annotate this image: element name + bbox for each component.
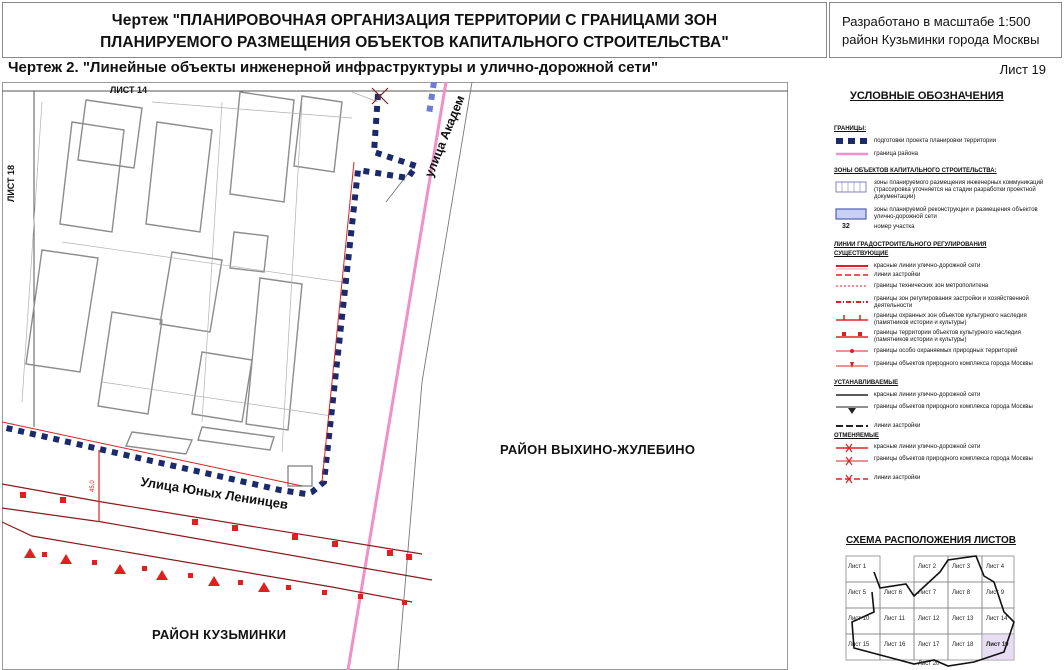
sheet-ref-left: ЛИСТ 18 <box>6 164 16 202</box>
legend-sub-cancelled: ОТМЕНЯЕМЫЕ <box>834 433 879 439</box>
legend-est-building-lines: линии застройки <box>874 423 921 429</box>
street-label-yunykh-lenintsev: Улица Юных Ленинцев <box>139 474 290 513</box>
building-12 <box>198 427 274 450</box>
legend-ex-heritage-territory: границы территории объектов культурного наследия (памятников истории и культуры) <box>874 330 1021 343</box>
scheme-cell[interactable]: Лист 4 <box>986 564 1005 570</box>
legend-sub-existing: СУЩЕСТВУЮЩИЕ <box>834 251 889 257</box>
scheme-cell[interactable]: Лист 6 <box>884 590 903 596</box>
scheme-cell[interactable]: Лист 17 <box>918 642 940 648</box>
ex-heritage-protected-symbol <box>834 313 870 323</box>
scheme-cell[interactable]: Лист 3 <box>952 564 971 570</box>
ex-building-line-symbol <box>834 271 870 279</box>
scheme-cell[interactable]: Лист 15 <box>848 642 870 648</box>
legend-can-nature-complex: границы объектов природного комплекса города Москвы <box>874 456 1033 462</box>
legend-ex-building-lines: линии застройки <box>874 272 921 278</box>
building-4 <box>230 92 294 202</box>
scheme-cell[interactable]: Лист 16 <box>884 642 906 648</box>
drawing-title-line1: Чертеж "ПЛАНИРОВОЧНАЯ ОРГАНИЗАЦИЯ ТЕРРИТОРИИ С ГРАНИЦАМИ ЗОН <box>111 12 718 29</box>
subtitle-row <box>2 58 1060 80</box>
scale-text: Разработано в масштабе 1:500 <box>842 14 1031 29</box>
building-3 <box>146 122 212 232</box>
can-red-line-symbol <box>834 443 870 453</box>
est-red-line-symbol <box>834 391 870 399</box>
map-canvas[interactable] <box>2 82 788 670</box>
map-drawing <box>2 82 788 670</box>
legend-panel <box>790 82 1062 532</box>
sheet-ref-top: ЛИСТ 14 <box>110 85 148 95</box>
sheet-number: Лист 19 <box>999 62 1046 77</box>
scheme-cell[interactable]: Лист 9 <box>986 590 1005 596</box>
district-label-kuzminki: РАЙОН КУЗЬМИНКИ <box>152 627 287 642</box>
building-1 <box>60 122 124 232</box>
legend-sub-established: УСТАНАВЛИВАЕМЫЕ <box>834 380 899 386</box>
building-7 <box>98 312 162 414</box>
existing-buildings <box>26 92 342 486</box>
building-6 <box>26 250 98 372</box>
legend-ex-metro-zones: границы технических зон метрополитена <box>874 283 989 289</box>
building-14 <box>230 232 268 272</box>
map-frame <box>3 83 788 670</box>
district-label-vykhino: РАЙОН ВЫХИНО-ЖУЛЕБИНО <box>500 442 696 457</box>
legend-ex-regulation-zones: границы зон регулирования застройки и хозяйственной деятельности <box>874 296 1029 309</box>
legend-can-building-lines: линии застройки <box>874 475 921 481</box>
can-building-line-symbol <box>834 474 870 484</box>
ex-nature-complex-symbol <box>834 362 870 370</box>
title-block <box>2 2 827 58</box>
legend-ex-protected-heritage: границы охранных зон объектов культурного наследия (памятников истории и культуры) <box>874 313 1027 326</box>
legend-plot-number: номер участка <box>874 224 915 230</box>
ex-red-line-symbol <box>834 262 870 270</box>
scheme-cell-current[interactable]: Лист 19 <box>986 642 1009 648</box>
legend-est-red-lines: красные линии улично-дорожной сети <box>874 392 981 398</box>
plot-number-symbol: 32 <box>842 223 850 230</box>
scheme-cell[interactable]: Лист 11 <box>884 616 905 622</box>
scheme-cell[interactable]: Лист 8 <box>952 590 971 596</box>
street-label-akademika: улица Академ <box>422 93 468 180</box>
legend-section-regulation: ЛИНИИ ГРАДОСТРОИТЕЛЬНОГО РЕГУЛИРОВАНИЯ <box>834 242 987 248</box>
scheme-cell[interactable]: Лист 13 <box>952 616 974 622</box>
est-nature-complex-symbol <box>834 404 870 414</box>
scale-block <box>829 2 1062 58</box>
district-text: район Кузьминки города Москвы <box>842 32 1040 47</box>
scheme-cell[interactable]: Лист 20 <box>918 661 940 667</box>
can-nature-complex-symbol <box>834 456 870 466</box>
ex-metro-symbol <box>834 282 870 290</box>
legend-ex-nature-territories: границы особо охраняемых природных территорий <box>874 348 1018 354</box>
planning-border-top <box>429 82 434 114</box>
red-line-east <box>322 162 354 482</box>
sheet-scheme[interactable] <box>834 532 1020 670</box>
legend-district-border: граница района <box>874 151 918 157</box>
drawing-title-line2: ПЛАНИРУЕМОГО РАЗМЕЩЕНИЯ ОБЪЕКТОВ КАПИТАЛЬНОГО СТРОИТЕЛЬСТВА" <box>100 34 729 51</box>
legend-zone-engineering: зоны планируемого размещения инженерных коммуникаций (трассировка уточняется на стадии разработки проектной документации) <box>874 180 1044 200</box>
ex-heritage-territory-symbol <box>834 330 870 340</box>
scheme-cell[interactable]: Лист 12 <box>918 616 940 622</box>
scheme-cell[interactable]: Лист 14 <box>986 616 1008 622</box>
district-border-symbol <box>834 151 870 157</box>
legend-est-nature-complex: границы объектов природного комплекса города Москвы <box>874 404 1033 410</box>
scheme-cell[interactable]: Лист 18 <box>952 642 974 648</box>
legend-can-red-lines: красные линии улично-дорожной сети <box>874 444 981 450</box>
legend-ex-nature-complex: границы объектов природного комплекса города Москвы <box>874 361 1033 367</box>
legend-planning-border: подготовки проекта планировки территории <box>874 138 997 144</box>
planning-border-symbol <box>834 137 870 145</box>
engineering-zone-symbol <box>834 180 870 194</box>
site-lines <box>22 92 378 452</box>
legend-section-borders: ГРАНИЦЫ: <box>834 126 867 132</box>
building-8 <box>160 252 222 332</box>
scheme-cell[interactable]: Лист 1 <box>848 564 867 570</box>
scheme-cell[interactable]: Лист 5 <box>848 590 867 596</box>
road-zone-symbol <box>834 207 870 221</box>
boundary-cross-marker <box>372 88 388 104</box>
legend-title: УСЛОВНЫЕ ОБОЗНАЧЕНИЯ <box>850 90 1004 102</box>
sheet-scheme-title: СХЕМА РАСПОЛОЖЕНИЯ ЛИСТОВ <box>846 535 1016 546</box>
building-9 <box>192 352 252 422</box>
legend-zone-road: зоны планируемой реконструкции и размещения объектов улично-дорожной сети <box>874 207 1038 220</box>
scheme-cell[interactable]: Лист 7 <box>918 590 937 596</box>
drawing-subtitle: Чертеж 2. "Линейные объекты инженерной инфраструктуры и улично-дорожной сети" <box>8 59 659 76</box>
scheme-cell[interactable]: Лист 2 <box>918 564 937 570</box>
legend-section-zones: ЗОНЫ ОБЪЕКТОВ КАПИТАЛЬНОГО СТРОИТЕЛЬСТВА: <box>834 168 997 174</box>
ex-regulation-symbol <box>834 297 870 307</box>
legend-ex-red-lines: красные линии улично-дорожной сети <box>874 263 981 269</box>
red-line-markers <box>20 492 412 605</box>
scheme-cell[interactable]: Лист 10 <box>848 616 870 622</box>
est-building-line-symbol <box>834 422 870 430</box>
ex-nature-symbol <box>834 347 870 355</box>
building-2 <box>78 100 142 168</box>
building-13 <box>288 466 312 486</box>
building-5 <box>294 96 342 172</box>
dimension-label: 45,0 <box>90 480 96 492</box>
